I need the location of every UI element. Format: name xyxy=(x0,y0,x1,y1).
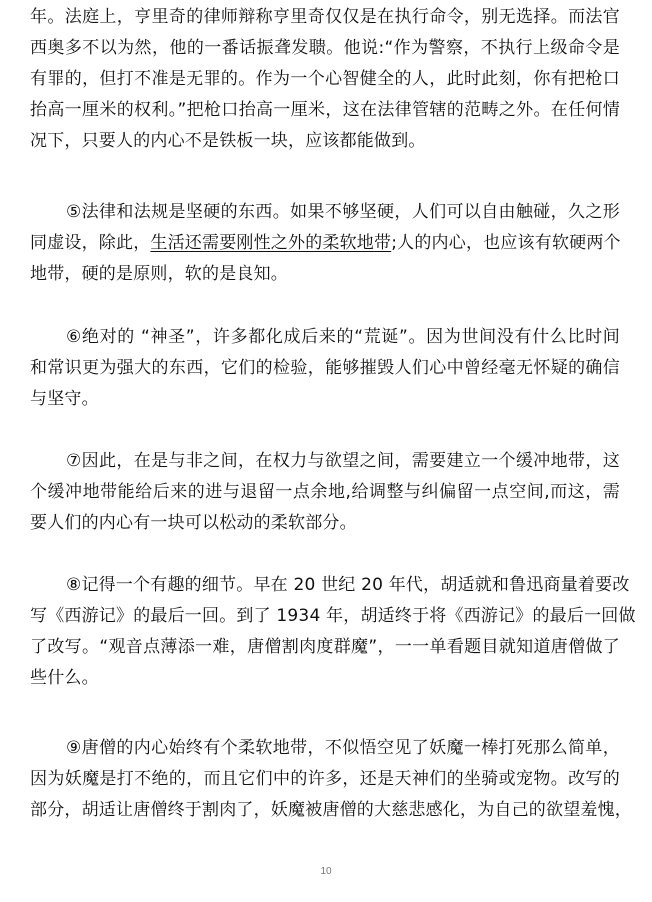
text-line: 因为妖魔是打不绝的，而且它们中的许多，还是天神们的坐骑或宠物。改写的 xyxy=(30,769,620,789)
paragraph-5 xyxy=(30,197,620,290)
text-line: 有罪的，但打不准是无罪的。作为一个心智健全的人，此时此刻，你有把枪口 xyxy=(30,69,620,89)
paragraph-8 xyxy=(30,570,636,694)
text-line: 和常识更为强大的东西，它们的检验，能够摧毁人们心中曾经毫无怀疑的确信 xyxy=(30,358,620,378)
text-line: ⑤法律和法规是坚硬的东西。如果不够坚硬，人们可以自由触碰，久之形 xyxy=(66,202,620,222)
text-line: ⑧记得一个有趣的细节。早在 20 世纪 20 年代，胡适就和鲁迅商量着要改 xyxy=(66,575,630,595)
paragraph-9 xyxy=(30,733,632,826)
text-line: 部分，胡适让唐僧终于割肉了，妖魔被唐僧的大慈悲感化，为自己的欲望羞愧， xyxy=(30,800,632,820)
page-number: 10 xyxy=(320,866,332,877)
text-line: ⑥绝对的 “神圣”，许多都化成后来的“荒诞”。因为世间没有什么比时间 xyxy=(66,327,620,347)
text-line: 写《西游记》的最后一回。到了 1934 年，胡适终于将《西游记》的最后一回做 xyxy=(30,606,636,626)
text-line: ⑨唐僧的内心始终有个柔软地带，不似悟空见了妖魔一棒打死那么简单， xyxy=(66,738,620,758)
text-line: 年。法庭上，亨里奇的律师辩称亨里奇仅仅是在执行命令，别无选择。而法官 xyxy=(30,7,620,27)
text-line: 些什么。 xyxy=(30,668,99,688)
text-line: 西奥多不以为然，他的一番话振聋发聩。他说:“作为警察，不执行上级命令是 xyxy=(30,38,620,58)
text-segment: ;人的内心，也应该有软硬两个 xyxy=(391,233,621,253)
text-line: 地带，硬的是原则，软的是良知。 xyxy=(30,264,288,284)
text-line: 了改写。“观音点薄添一难，唐僧割肉度群魔”，一一单看题目就知道唐僧做了 xyxy=(30,637,620,657)
text-line: ⑦因此，在是与非之间，在权力与欲望之间，需要建立一个缓冲地带，这 xyxy=(66,451,620,471)
text-line: 与坚守。 xyxy=(30,389,99,409)
underlined-phrase: 生活还需要刚性之外的柔软地带 xyxy=(150,233,392,253)
text-line: 况下，只要人的内心不是铁板一块，应该都能做到。 xyxy=(30,131,426,151)
text-line: 个缓冲地带能给后来的进与退留一点余地,给调整与纠偏留一点空间,而这，需 xyxy=(30,482,620,502)
paragraph-7 xyxy=(30,446,620,539)
text-line xyxy=(30,228,620,259)
text-line: 要人们的内心有一块可以松动的柔软部分。 xyxy=(30,513,357,533)
paragraph-6 xyxy=(30,322,620,415)
text-line: 抬高一厘米的权利。”把枪口抬高一厘米，这在法律管辖的范畴之外。在任何情 xyxy=(30,100,620,120)
paragraph-4-continued xyxy=(30,2,620,157)
text-segment: 同虚设，除此， xyxy=(30,233,151,253)
